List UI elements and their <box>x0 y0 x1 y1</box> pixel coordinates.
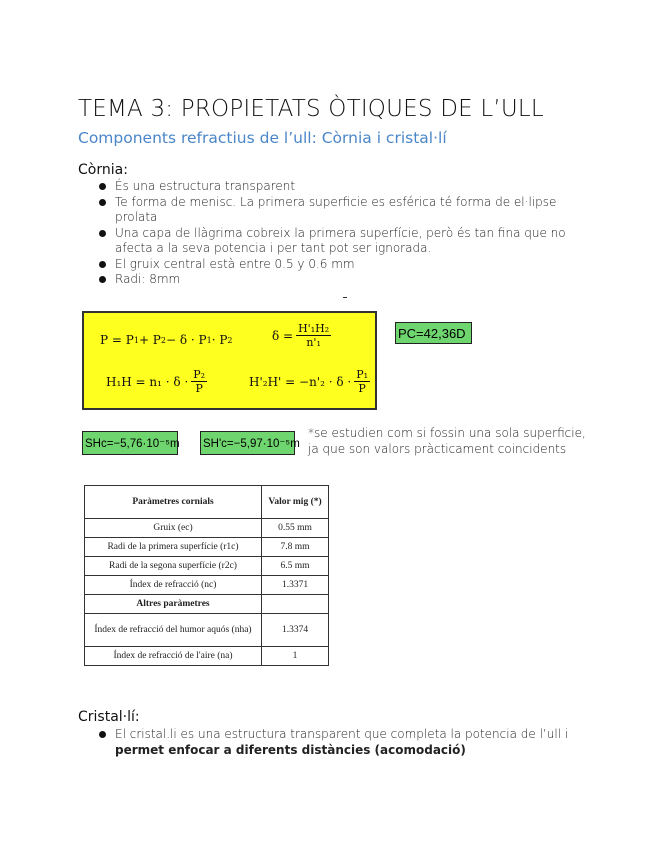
table-row <box>85 647 329 666</box>
h1h-formula: H₁H = n₁ · δ · $\frac{\text{P₂}}{P}$ <box>106 368 206 395</box>
table-row <box>85 538 329 557</box>
table-row <box>85 614 329 647</box>
table-header-cell: Valor mig (*) <box>262 486 329 519</box>
power-result-box: PC=42,36D <box>395 322 472 344</box>
table-cell: Índex de refracció del humor aquós (nha) <box>85 614 262 647</box>
sh-result-box: SHc=−5,76·10⁻⁵m <box>82 431 178 455</box>
crystalline-bullet-list <box>78 727 598 758</box>
stray-dash <box>343 297 347 298</box>
table-row <box>85 557 329 576</box>
list-item: El cristal.li es una estructura transparent que completa la potencia de l’ull i permet enfocar a diferents distàncies (acomodació) <box>78 727 598 758</box>
table-cell: Radi de la segona superfície (r2c) <box>85 557 262 576</box>
list-item: És una estructura transparent <box>78 179 598 195</box>
crystalline-heading: Cristal·lí: <box>78 709 140 725</box>
table-cell <box>262 595 329 614</box>
table-row <box>85 519 329 538</box>
table-row <box>85 486 329 519</box>
table-row <box>85 595 329 614</box>
formula-box <box>82 311 377 410</box>
corneal-parameters-table <box>84 485 329 666</box>
table-cell: 1.3371 <box>262 576 329 595</box>
table-header-cell: Paràmetres cornials <box>85 486 262 519</box>
table-cell: Radi de la primera superfície (r1c) <box>85 538 262 557</box>
power-formula: P = P 1 + P 2 − δ · P 1 · P 2 <box>100 333 233 347</box>
list-item: El gruix central està entre 0.5 y 0.6 mm <box>78 257 598 273</box>
h2h-formula: H'₂H' = −n'₂ · δ · $\frac{\text{P₁}}{P}$ <box>249 368 369 395</box>
note-text: *se estudien com si fossin una sola superficie, ja que son valors pràcticament coincidents <box>308 426 586 456</box>
table-cell: Índex de refracció (nc) <box>85 576 262 595</box>
table-cell: 0.55 mm <box>262 519 329 538</box>
list-item: Una capa de llàgrima cobreix la primera superfície, però és tan fina que no afecta a la seva potencia i per tant pot ser ignorada. <box>78 226 598 257</box>
sh-prime-result-box: SH'c=−5,97·10⁻⁵m <box>200 431 295 455</box>
table-cell: 6.5 mm <box>262 557 329 576</box>
list-item: Radi: 8mm <box>78 272 598 288</box>
cornea-heading: Còrnia: <box>78 162 128 178</box>
table-row <box>85 576 329 595</box>
table-cell: Índex de refracció de l'aire (na) <box>85 647 262 666</box>
delta-formula: δ = $\frac{\text{H'₁H₂}}{\text{n'₁}}$ <box>272 322 330 349</box>
table-cell: 7.8 mm <box>262 538 329 557</box>
table-cell: 1 <box>262 647 329 666</box>
table-cell: 1.3374 <box>262 614 329 647</box>
table-cell: Gruix (ec) <box>85 519 262 538</box>
list-item: Te forma de menisc. La primera superficie es esférica té forma de el·lipse prolata <box>78 195 598 226</box>
table-subheader-cell: Altres paràmetres <box>85 595 262 614</box>
page-title: TEMA 3: PROPIETATS ÒTIQUES DE L’ULL <box>78 96 544 122</box>
page-subtitle: Components refractius de l’ull: Còrnia i cristal·lí <box>78 129 447 147</box>
cornea-bullet-list <box>78 179 598 288</box>
